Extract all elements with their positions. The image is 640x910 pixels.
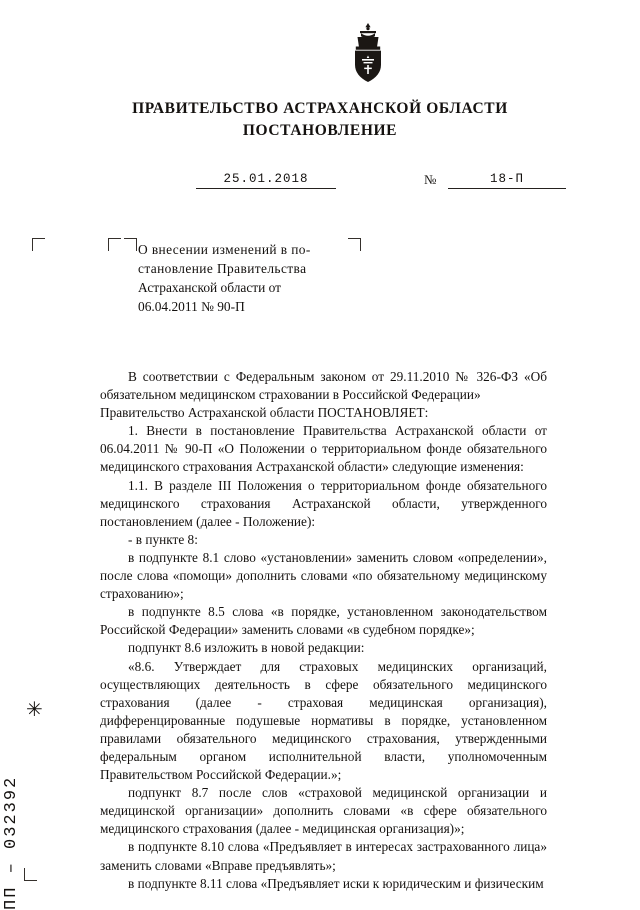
body-paragraph: 1.1. В разделе III Положения о территориальном фонде обязательного медицинского страхования Астраханской области, утвержденного постановлением (далее - Положение):: [100, 477, 547, 529]
body-paragraph: в подпункте 8.10 слова «Предъявляет в интересах застрахованного лица» заменить словами «Вправе предъявлять»;: [100, 839, 547, 873]
document-body: [100, 368, 547, 893]
corner-mark-inner-left: [108, 238, 121, 251]
document-number-value: 18-П: [448, 172, 566, 189]
body-paragraph: в подпункте 8.11 слова «Предъявляет иски к юридическим и физическим: [128, 875, 544, 891]
subject-line-2: становление Правительства: [138, 261, 307, 276]
document-kind: ПОСТАНОВЛЕНИЕ: [242, 122, 398, 139]
document-date: 25.01.2018: [196, 172, 336, 189]
corner-mark-bottom-left: [24, 868, 37, 881]
document-number-label: №: [424, 172, 437, 187]
subject-line-1: О внесении изменений в по-: [138, 242, 311, 257]
body-paragraph: в подпункте 8.1 слово «установлении» заменить словом «определении», после слова «помощи» дополнить словами «по обязательному медицинскому страхованию»;: [100, 549, 547, 602]
body-paragraph: 1. Внести в постановление Правительства Астраханской области от 06.04.2011 № 90-П «О Положении о территориальном фонде обязательного медицинского страхования Астраханской области» следующие изменения:: [100, 423, 547, 475]
body-paragraph: подпункт 8.6 изложить в новой редакции:: [128, 640, 365, 656]
body-paragraph: - в пункте 8:: [128, 531, 198, 547]
body-paragraph: в подпункте 8.5 слова «в порядке, установленном законодательством Российской Федерации» заменить словами «в судебном порядке»;: [100, 604, 547, 638]
subject-line-3: Астраханской области от: [138, 280, 282, 295]
asterisk-mark: ✳: [26, 699, 43, 721]
coat-of-arms-icon: [344, 22, 392, 84]
organization-title: ПРАВИТЕЛЬСТВО АСТРАХАНСКОЙ ОБЛАСТИ: [132, 100, 508, 117]
document-subject: [138, 240, 360, 316]
corner-mark-outer-left: [32, 238, 45, 251]
document-side-code: ПП – 032392: [2, 775, 21, 910]
corner-mark-inner-right: [124, 238, 137, 251]
body-paragraph: «8.6. Утверждает для страховых медицинских организаций, осуществляющих деятельность в сфере обязательного медицинского страхования (далее - страховая медицинская организация), дифференцированные подушевые нормативы в порядке, установленном правилами обязательного медицинского страхования, утвержденными федеральным органом исполнительной власти, уполномоченным Правительством Российской Федерации.»;: [100, 658, 547, 783]
subject-line-4: 06.04.2011 № 90-П: [138, 299, 245, 314]
body-paragraph: Правительство Астраханской области ПОСТАНОВЛЯЕТ:: [100, 405, 429, 421]
body-paragraph: В соответствии с Федеральным законом от 29.11.2010 № 326-ФЗ «Об обязательном медицинском страховании в Российской Федерации»: [100, 369, 547, 403]
body-paragraph: подпункт 8.7 после слов «страховой медицинской организации и медицинской организации» дополнить словами «в сфере обязательного медицинского страхования (далее - медицинская организация)»;: [100, 785, 547, 837]
